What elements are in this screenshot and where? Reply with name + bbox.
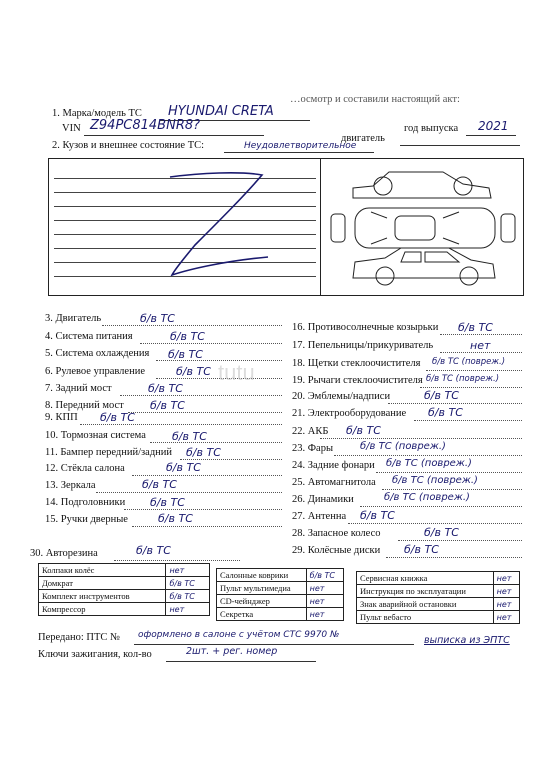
acc-label: Салонные коврики bbox=[217, 569, 307, 582]
item-rims: 29. Колёсные диски bbox=[292, 545, 381, 556]
item-engine-value: б/в ТС bbox=[140, 312, 175, 325]
acc-value: нет bbox=[166, 564, 210, 577]
acc-value: нет bbox=[166, 603, 210, 616]
acc-label: Пульт вебасто bbox=[357, 611, 494, 624]
item-wiper-arms-value: б/в ТС (повреж.) bbox=[426, 374, 500, 384]
keys-label: Ключи зажигания, кол-во bbox=[38, 649, 152, 660]
acc-value: нет bbox=[306, 582, 343, 595]
make-label: 1. Марка/модель ТС bbox=[52, 108, 142, 119]
item-wiper-arms: 19. Рычаги стеклоочистителя bbox=[292, 375, 423, 386]
acc-label: Секретка bbox=[217, 608, 307, 621]
item-emblems: 20. Эмблемы/надписи bbox=[292, 391, 391, 402]
acc-label: Комплект инструментов bbox=[39, 590, 166, 603]
item-spare-wheel-value: б/в ТС bbox=[424, 526, 459, 539]
engine-label: двигатель bbox=[341, 133, 385, 144]
item-windows: 12. Стёкла салона bbox=[45, 463, 125, 474]
item-door-handles: 15. Ручки дверные bbox=[45, 514, 128, 525]
item-brakes: 10. Тормозная система bbox=[45, 430, 146, 441]
acc-value: нет bbox=[493, 572, 519, 585]
item-spare-wheel: 28. Запасное колесо bbox=[292, 528, 381, 539]
item-brakes-value: б/в ТС bbox=[172, 430, 207, 443]
acc-label: CD-чейнджер bbox=[217, 595, 307, 608]
keys-value: 2шт. + рег. номер bbox=[186, 646, 278, 657]
item-speakers: 26. Динамики bbox=[292, 494, 354, 505]
item-antenna-value: б/в ТС bbox=[360, 509, 395, 522]
item-radio-value: б/в ТС (повреж.) bbox=[392, 475, 478, 486]
item-antenna: 27. Антенна bbox=[292, 511, 347, 522]
body-label: 2. Кузов и внешнее состояние ТС: bbox=[52, 140, 205, 151]
item-emblems-value: б/в ТС bbox=[424, 389, 459, 402]
item-wiper-blades-value: б/в ТС (повреж.) bbox=[432, 357, 506, 367]
item-bumpers-value: б/в ТС bbox=[186, 446, 221, 459]
vin-label: VIN bbox=[62, 123, 81, 134]
item-battery: 22. АКБ bbox=[292, 426, 329, 437]
item-cooling-value: б/в ТС bbox=[168, 348, 203, 361]
acc-value: нет bbox=[306, 608, 343, 621]
header-fragment: …осмотр и составили настоящий акт: bbox=[290, 94, 460, 105]
acc-label: Пульт мультимедиа bbox=[217, 582, 307, 595]
item-front-axle: 8. Передний мост bbox=[45, 400, 124, 411]
item-gearbox: 9. КПП bbox=[45, 412, 78, 423]
item-electrical-value: б/в ТС bbox=[428, 406, 463, 419]
item-steering: 6. Рулевое управление bbox=[45, 366, 145, 377]
vin-value: Z94PC814BNR8? bbox=[90, 118, 201, 133]
item-ashtray-value: нет bbox=[470, 339, 491, 352]
acc-value: нет bbox=[306, 595, 343, 608]
year-value: 2021 bbox=[478, 119, 509, 133]
make-value: HYUNDAI CRETA bbox=[168, 104, 274, 119]
acc-label: Знак аварийной остановки bbox=[357, 598, 494, 611]
body-value: Неудовлетворительное bbox=[244, 141, 357, 151]
item-windows-value: б/в ТС bbox=[166, 461, 201, 474]
accessories-table-2 bbox=[216, 568, 344, 621]
acc-value: нет bbox=[493, 598, 519, 611]
item-headlights: 23. Фары bbox=[292, 443, 334, 454]
car-diagram bbox=[325, 162, 517, 292]
item-sun-visors: 16. Противосолнечные козырьки bbox=[292, 322, 439, 333]
item-fuel-system: 4. Система питания bbox=[45, 331, 133, 342]
item-mirrors-value: б/в ТС bbox=[142, 478, 177, 491]
item-electrical: 21. Электрооборудование bbox=[292, 408, 407, 419]
item-engine: 3. Двигатель bbox=[45, 313, 102, 324]
item-front-axle-value: б/в ТС bbox=[150, 399, 185, 412]
item-battery-value: б/в ТС bbox=[346, 424, 381, 437]
item-door-handles-value: б/в ТС bbox=[158, 512, 193, 525]
pts-label: Передано: ПТС № bbox=[38, 632, 121, 643]
acc-label: Сервисная книжка bbox=[357, 572, 494, 585]
acc-label: Инструкция по эксплуатации bbox=[357, 585, 494, 598]
year-label: год выпуска bbox=[404, 123, 459, 134]
item-rear-axle: 7. Задний мост bbox=[45, 383, 112, 394]
acc-label: Колпаки колёс bbox=[39, 564, 166, 577]
item-headlights-value: б/в ТС (повреж.) bbox=[360, 441, 446, 452]
item-wiper-blades: 18. Щетки стеклоочистителя bbox=[292, 358, 421, 369]
watermark: tutu bbox=[218, 360, 255, 385]
acc-value: б/в ТС bbox=[166, 590, 210, 603]
pts-value: оформлено в салоне с учётом СТС 9970 № bbox=[138, 630, 340, 640]
z-scribble bbox=[150, 165, 280, 285]
item-headrests: 14. Подголовники bbox=[45, 497, 126, 508]
item-bumpers: 11. Бампер передний/задний bbox=[45, 447, 173, 458]
item-tail-lights-value: б/в ТС (повреж.) bbox=[386, 458, 472, 469]
accessories-table-1 bbox=[38, 563, 210, 616]
acc-value: нет bbox=[493, 585, 519, 598]
pts-extra: выписка из ЭПТС bbox=[424, 635, 510, 646]
item-tail-lights: 24. Задние фонари bbox=[292, 460, 375, 471]
item-sun-visors-value: б/в ТС bbox=[458, 321, 493, 334]
item-mirrors: 13. Зеркала bbox=[45, 480, 96, 491]
acc-value: б/в ТС bbox=[306, 569, 343, 582]
item-cooling: 5. Система охлаждения bbox=[45, 348, 150, 359]
acc-value: нет bbox=[493, 611, 519, 624]
item-tires-value: б/в ТС bbox=[136, 544, 171, 557]
acc-label: Компрессор bbox=[39, 603, 166, 616]
item-speakers-value: б/в ТС (повреж.) bbox=[384, 492, 470, 503]
item-rims-value: б/в ТС bbox=[404, 543, 439, 556]
accessories-table-3 bbox=[356, 571, 520, 624]
item-steering-value: б/в ТС bbox=[176, 365, 211, 378]
item-fuel-system-value: б/в ТС bbox=[170, 330, 205, 343]
acc-label: Домкрат bbox=[39, 577, 166, 590]
acc-value: б/в ТС bbox=[166, 577, 210, 590]
item-gearbox-value: б/в ТС bbox=[100, 411, 135, 424]
item-tires: 30. Авторезина bbox=[30, 548, 98, 559]
item-radio: 25. Автомагнитола bbox=[292, 477, 376, 488]
item-ashtray: 17. Пепельницы/прикуриватель bbox=[292, 340, 434, 351]
item-headrests-value: б/в ТС bbox=[150, 496, 185, 509]
item-rear-axle-value: б/в ТС bbox=[148, 382, 183, 395]
